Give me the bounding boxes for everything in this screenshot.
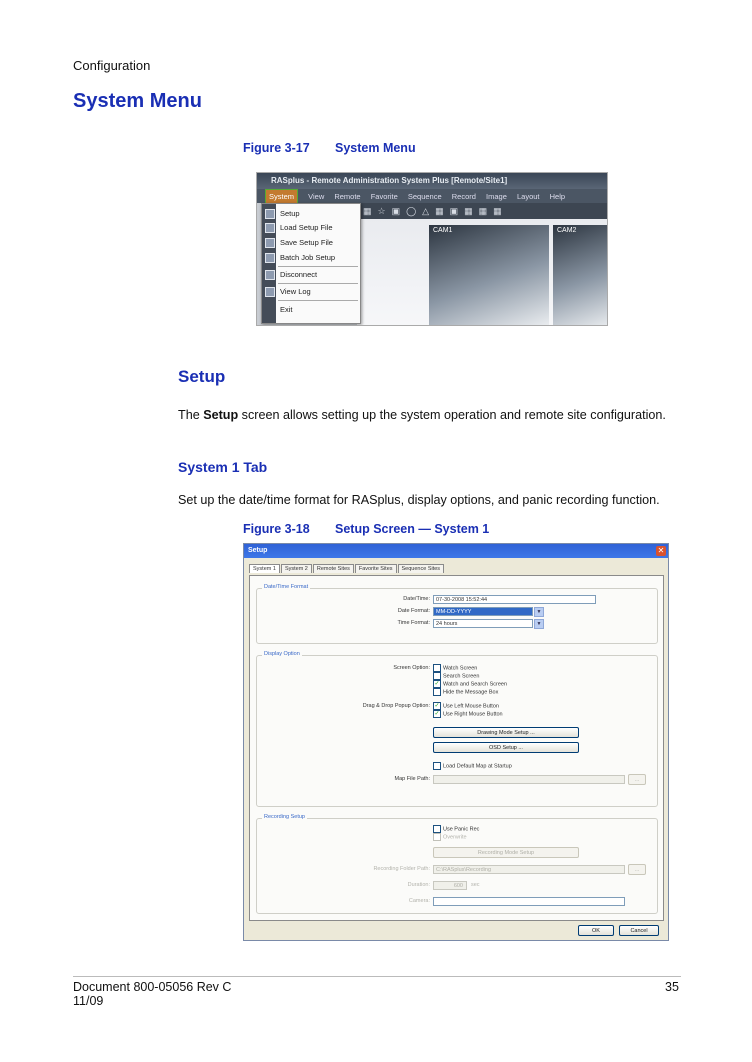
checkbox-checked[interactable]: ✓ xyxy=(434,703,440,709)
cancel-button[interactable]: Cancel xyxy=(619,925,659,936)
running-header: Configuration xyxy=(73,58,151,73)
setup-icon xyxy=(265,209,275,219)
overwrite-option[interactable] xyxy=(433,833,467,841)
close-icon[interactable]: ✕ xyxy=(657,546,665,555)
load-default-map[interactable] xyxy=(433,762,512,770)
disconnect-icon xyxy=(265,270,275,280)
recording-browse-button[interactable]: ... xyxy=(628,864,646,875)
option-label: Use Right Mouse Button xyxy=(443,711,503,718)
camera-view-area xyxy=(357,219,607,325)
checkbox[interactable] xyxy=(433,688,441,696)
menu-separator xyxy=(278,300,358,301)
use-panic-rec[interactable] xyxy=(433,825,479,833)
menu-icon-strip xyxy=(262,204,276,323)
ok-button[interactable]: OK xyxy=(578,925,614,936)
menu-layout[interactable]: Layout xyxy=(516,192,540,201)
dragdrop-label: Drag & Drop Popup Option: xyxy=(362,703,430,709)
duration-label: Duration: xyxy=(407,882,430,888)
checkbox[interactable] xyxy=(433,825,441,833)
menu-item-setup[interactable]: Setup xyxy=(280,209,300,218)
menu-item-load-setup-file[interactable]: Load Setup File xyxy=(280,223,333,232)
group-label: Date/Time Format xyxy=(264,584,309,590)
datetime-label: Date/Time: xyxy=(403,596,430,602)
date-format-label: Date Format: xyxy=(397,608,430,614)
tab-favorite-sites[interactable]: Favorite Sites xyxy=(355,564,397,573)
figure-caption-1 xyxy=(243,141,416,155)
menu-separator xyxy=(278,283,358,284)
figure-number: Figure 3-18 xyxy=(243,522,310,536)
option-label: Watch Screen xyxy=(443,665,478,672)
camera-tile-1[interactable] xyxy=(429,225,549,325)
load-file-icon xyxy=(265,223,275,233)
menu-bar xyxy=(257,189,607,203)
menu-image[interactable]: Image xyxy=(486,192,507,201)
footer-date: 11/09 xyxy=(73,994,104,1008)
camera-label: CAM1 xyxy=(433,227,453,234)
camera-label: CAM2 xyxy=(557,227,577,234)
checkbox-checked[interactable]: ✓ xyxy=(434,711,440,717)
figure-title: Setup Screen — System 1 xyxy=(335,522,490,536)
recording-path-label: Recording Folder Path: xyxy=(373,866,430,872)
time-format-label: Time Format: xyxy=(397,620,430,626)
map-path-label: Map File Path: xyxy=(394,776,430,782)
toolbar-icons[interactable]: ▦☆▣◯△▦▣▦▦▦ xyxy=(357,203,607,219)
figure-caption-2 xyxy=(243,522,489,536)
tab-system-2[interactable]: System 2 xyxy=(281,564,312,573)
checkbox[interactable] xyxy=(433,672,441,680)
duration-field[interactable]: 600 xyxy=(433,881,467,890)
option-label: Watch and Search Screen xyxy=(443,681,507,688)
footer-document: Document 800-05056 Rev C xyxy=(73,980,232,994)
tab-panel xyxy=(249,575,664,921)
setup-description xyxy=(178,408,666,422)
dialog-title: Setup xyxy=(244,544,668,558)
setup-dialog-screenshot xyxy=(243,543,669,941)
duration-unit: sec xyxy=(471,882,480,888)
option-label: Overwrite xyxy=(443,834,467,841)
option-label: Hide the Message Box xyxy=(443,689,499,696)
group-label: Display Option xyxy=(264,651,300,657)
menu-item-disconnect[interactable]: Disconnect xyxy=(280,270,318,279)
menu-sequence[interactable]: Sequence xyxy=(407,192,442,201)
menu-view[interactable]: View xyxy=(308,192,325,201)
menu-separator xyxy=(278,266,358,267)
recording-path-field[interactable]: C:\RASplus\Recording xyxy=(433,865,625,874)
section-heading-setup: Setup xyxy=(178,367,226,386)
tab-sequence-sites[interactable]: Sequence Sites xyxy=(398,564,445,573)
menu-system[interactable]: System xyxy=(265,189,298,205)
menu-record[interactable]: Record xyxy=(451,192,476,201)
datetime-field[interactable]: 07-30-2008 15:52:44 xyxy=(433,595,596,604)
screen-option-watch-search[interactable] xyxy=(433,680,507,688)
group-label: Recording Setup xyxy=(264,814,305,820)
figure-number: Figure 3-17 xyxy=(243,141,310,155)
camera-label: Camera: xyxy=(408,898,430,904)
menu-item-save-setup-file[interactable]: Save Setup File xyxy=(280,238,333,247)
chevron-down-icon[interactable]: ▼ xyxy=(534,607,544,617)
batch-job-icon xyxy=(265,253,275,263)
checkbox[interactable] xyxy=(433,833,441,841)
footer-rule xyxy=(73,976,681,977)
camera-field[interactable] xyxy=(433,897,625,906)
menu-item-exit[interactable]: Exit xyxy=(280,305,293,314)
camera-tile-2[interactable] xyxy=(553,225,608,325)
save-file-icon xyxy=(265,238,275,248)
map-browse-button[interactable]: ... xyxy=(628,774,646,785)
checkbox-checked[interactable]: ✓ xyxy=(434,681,440,687)
menu-favorite[interactable]: Favorite xyxy=(370,192,398,201)
recording-mode-setup-button[interactable]: Recording Mode Setup xyxy=(433,847,579,858)
checkbox[interactable] xyxy=(433,664,441,672)
tab-strip xyxy=(249,564,445,575)
drawing-mode-setup-button[interactable]: Drawing Mode Setup ... xyxy=(433,727,579,738)
window-title: RASplus - Remote Administration System Plus [Remote/Site1] xyxy=(257,173,607,189)
option-label: Use Panic Rec xyxy=(443,826,480,833)
screen-option-watch[interactable] xyxy=(433,664,477,672)
map-path-field[interactable] xyxy=(433,775,625,784)
menu-help[interactable]: Help xyxy=(549,192,566,201)
tab-remote-sites[interactable]: Remote Sites xyxy=(313,564,354,573)
figure-title: System Menu xyxy=(335,141,416,155)
menu-item-batch-job-setup[interactable]: Batch Job Setup xyxy=(280,253,336,262)
page-title: System Menu xyxy=(73,90,202,112)
date-format-select[interactable]: MM-DD-YYYY xyxy=(433,607,533,616)
dragdrop-left-button[interactable] xyxy=(433,702,499,710)
tab-system-1[interactable]: System 1 xyxy=(249,564,280,573)
option-label: Use Left Mouse Button xyxy=(443,703,499,710)
screen-option-search[interactable] xyxy=(433,672,479,680)
option-label: Search Screen xyxy=(443,673,480,680)
text-run: The xyxy=(178,408,204,422)
text-bold: Setup xyxy=(203,408,239,422)
time-format-select[interactable]: 24 hours xyxy=(433,619,533,628)
screen-option-label: Screen Option: xyxy=(393,665,430,671)
osd-setup-button[interactable]: OSD Setup ... xyxy=(433,742,579,753)
system-dropdown-menu xyxy=(261,203,361,324)
system1-description: Set up the date/time format for RASplus, display options, and panic recording function. xyxy=(178,493,660,507)
option-label: Load Default Map at Startup xyxy=(443,763,512,770)
screen-option-hide-message[interactable] xyxy=(433,688,498,696)
menu-item-view-log[interactable]: View Log xyxy=(280,287,311,296)
checkbox[interactable] xyxy=(433,762,441,770)
text-run: screen allows setting up the system operation and remote site configuration. xyxy=(238,408,666,422)
system-menu-screenshot xyxy=(256,172,608,326)
dragdrop-right-button[interactable] xyxy=(433,710,503,718)
log-icon xyxy=(265,287,275,297)
subsection-heading-system1: System 1 Tab xyxy=(178,459,268,475)
chevron-down-icon[interactable]: ▼ xyxy=(534,619,544,629)
menu-remote[interactable]: Remote xyxy=(334,192,361,201)
page-number: 35 xyxy=(665,980,679,994)
